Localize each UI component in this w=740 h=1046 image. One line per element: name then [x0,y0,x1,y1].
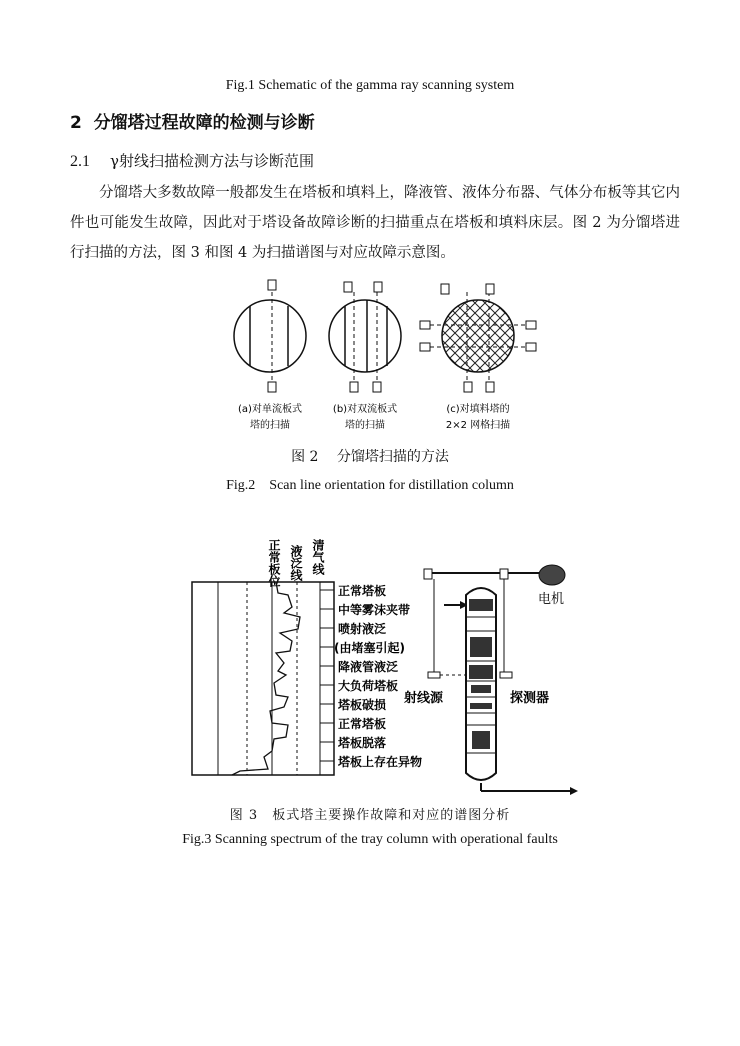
fig2-panel-c-graphic [420,284,536,392]
fig3-caption-en: Fig.3 Scanning spectrum of the tray column with operational faults [182,832,558,847]
fig2-diagram [220,278,540,438]
fig3-fault-label-8: 塔板脱落 [338,736,387,750]
fig2-panel-b-label2: 塔的扫描 [345,420,385,431]
fig3-fault-label-3: (由堵塞引起) [334,641,405,655]
fig2-panel-a-label2: 塔的扫描 [250,420,290,431]
fig3-detector-label: 探测器 [510,691,550,706]
fig3-fault-label-0: 正常塔板 [338,584,387,598]
fig3-source-label: 射线源 [404,691,444,706]
fig3-label-normal-tray: 正常板位 [267,539,281,587]
fig2-panel-c-label2: 2×2 网格扫描 [445,420,511,431]
fig3-label-flood-line: 液泛线 [289,545,303,581]
fig3-fault-label-5: 大负荷塔板 [338,679,399,693]
fig3-fault-label-9: 塔板上存在异物 [338,755,423,769]
fig3-fault-label-1: 中等雾沫夹带 [338,603,411,617]
subsection-heading [70,150,314,171]
fig3-caption-zh: 图 3 板式塔主要操作故障和对应的谱图分析 [229,808,511,823]
fig3-fault-label-2: 喷射液泛 [338,622,387,636]
fig2-panel-b-label1: (b)对双流板式 [332,404,398,415]
fig3-fault-label-4: 降液管液泛 [338,660,399,674]
fig3-spectrum-plot [192,582,334,775]
section-heading [70,108,315,133]
paragraph-text: 分馏塔大多数故障一般都发生在塔板和填料上，降液管、液体分布器、气体分布板等其它内件也可能发生故障，因此对于塔设备故障诊断的扫描重点在塔板和填料床层。图 2 为分馏塔进行扫描的方法，图 3 和图 4 为扫描谱图与对应故障示意图。 [70,185,680,261]
subsection-number: 2.1 [70,153,90,170]
fig3-fault-label-6: 塔板破损 [338,698,387,712]
fig3-fault-label-7: 正常塔板 [338,717,387,731]
fig2-panel-c-label1: (c)对填料塔的 [446,404,510,415]
fig3-diagram [180,525,600,800]
fig2-panel-a-label1: (a)对单流板式 [238,404,302,415]
fig2-panel-a-graphic [234,280,306,392]
fig3-label-clear-gas-line: 清气线 [311,539,325,575]
fig3-motor-label: 电机 [538,592,565,607]
fig1-caption: Fig.1 Schematic of the gamma ray scanning system [225,78,515,93]
section-title: 分馏塔过程故障的检测与诊断 [93,113,315,133]
fig2-panel-b-graphic [329,282,401,392]
fig2-caption-zh: 图 2 分馏塔扫描的方法 [291,449,449,465]
section-number: 2 [70,113,82,133]
fig2-caption-en: Fig.2 Scan line orientation for distillation column [226,478,514,493]
body-paragraph [70,178,680,268]
subsection-title: γ射线扫描检测方法与诊断范围 [110,152,314,170]
